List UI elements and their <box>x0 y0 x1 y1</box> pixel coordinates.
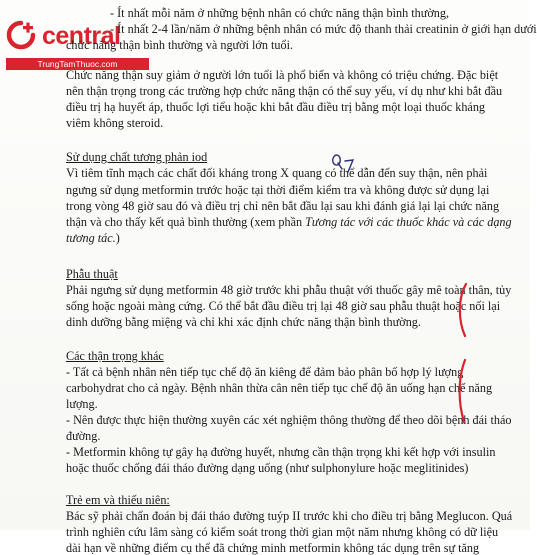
text-span: ) <box>115 231 120 245</box>
red-margin-bracket-upper <box>452 280 472 340</box>
italic-reference: Tương tác với các thuốc khác và các dạng <box>305 215 512 229</box>
text-line: đường. <box>66 429 101 443</box>
text-line: dài hạn về những điểm cụ thể đã chứng minh metformin không tác dụng trên sự tăng <box>66 541 480 555</box>
section-heading-children: Trẻ em và thiếu niên: <box>66 493 170 507</box>
text-line: chức năng thận bình thường và người lớn tuổi. <box>66 38 294 52</box>
logo-wordmark: central <box>42 22 121 50</box>
text-line: Chức năng thận suy giảm ở người lớn tuổi là phổ biến và không có triệu chứng. Đặc biệt <box>66 68 499 82</box>
text-line: lượng. <box>66 397 98 411</box>
text-line: - Tất cả bệnh nhân nên tiếp tục chế độ ăn kiêng để đảm bảo phân bố hợp lý lượng <box>66 365 464 379</box>
text-line <box>66 215 512 229</box>
text-line <box>66 231 120 245</box>
handwritten-note-q7 <box>328 150 362 176</box>
text-line: - Nên được thực hiện thường xuyên các xét nghiệm thông thường để theo dõi bệnh đái tháo <box>66 413 512 427</box>
cross-logo-icon <box>6 20 36 50</box>
text-line: Vì tiêm tĩnh mạch các chất đối kháng trong X quang có thể dẫn đến suy thận, nên phải <box>66 166 488 180</box>
text-line: ngưng sử dụng metformin trước hoặc tại thời điểm kiểm tra và không được sử dụng lại <box>66 183 490 197</box>
red-margin-bracket-lower <box>452 356 472 426</box>
text-line: - Ít nhất mỗi năm ở những bệnh nhân có chức năng thận bình thường, <box>110 6 450 20</box>
text-line: carbohydrat cho cả ngày. Bệnh nhân thừa cân nên tiếp tục chế độ ăn uống hạn chế năng <box>66 381 493 395</box>
text-line: hoặc thuốc chống đái tháo đường dạng uống (như sulphonylure hoặc meglitinides) <box>66 461 469 475</box>
text-line: điều trị hạ huyết áp, thuốc lợi tiểu hoặc khi bắt đầu điều trị bằng một loại thuốc kháng <box>66 100 486 114</box>
text-line: Phải ngưng sử dụng metformin 48 giờ trước khi phẫu thuật với thuốc gây mê toàn thân, tủy <box>66 283 512 297</box>
text-line: - Metformin không tự gây hạ đường huyết, nhưng cần thận trọng khi kết hợp với insulin <box>66 445 496 459</box>
text-line: nên thận trọng trong các trường hợp chức năng thận có thể suy yếu, ví dụ như khi bắt đầu <box>66 84 503 98</box>
section-heading-contrast: Sử dụng chất tương phản iod <box>66 150 208 164</box>
text-line: trong vòng 48 giờ sau đó và điều trị chỉ nên bắt đầu lại sau khi đánh giá lại lại chức năng <box>66 199 500 213</box>
text-line: dinh dưỡng bằng miệng và chỉ khi xác định chức năng thận bình thường. <box>66 315 421 329</box>
logo-subtitle: TrungTamThuoc.com <box>6 58 149 70</box>
italic-reference: tương tác. <box>66 231 116 245</box>
section-heading-other-precautions: Các thận trọng khác <box>66 349 164 363</box>
text-line: Bác sỹ phải chẩn đoán bị đái tháo đường tuýp II trước khi cho điều trị bằng Meglucon. Quá <box>66 509 513 523</box>
section-heading-surgery: Phẫu thuật <box>66 267 118 281</box>
text-span: thận và cho thấy kết quả bình thường (xem phần <box>66 215 303 229</box>
text-line: sống hoặc ngoài màng cứng. Có thể bắt đầu điều trị lại 48 giờ sau phẫu thuật hoặc nối lại <box>66 299 501 313</box>
text-line: - Ít nhất 2-4 lần/năm ở những bệnh nhân có mức độ thanh thải creatinin ở giới hạn dưới <box>110 22 537 36</box>
text-line: viêm không steroid. <box>66 116 164 130</box>
text-line: trình nghiên cứu lâm sàng có kiểm soát trong thời gian một năm nhưng không có dữ liệu <box>66 525 499 539</box>
